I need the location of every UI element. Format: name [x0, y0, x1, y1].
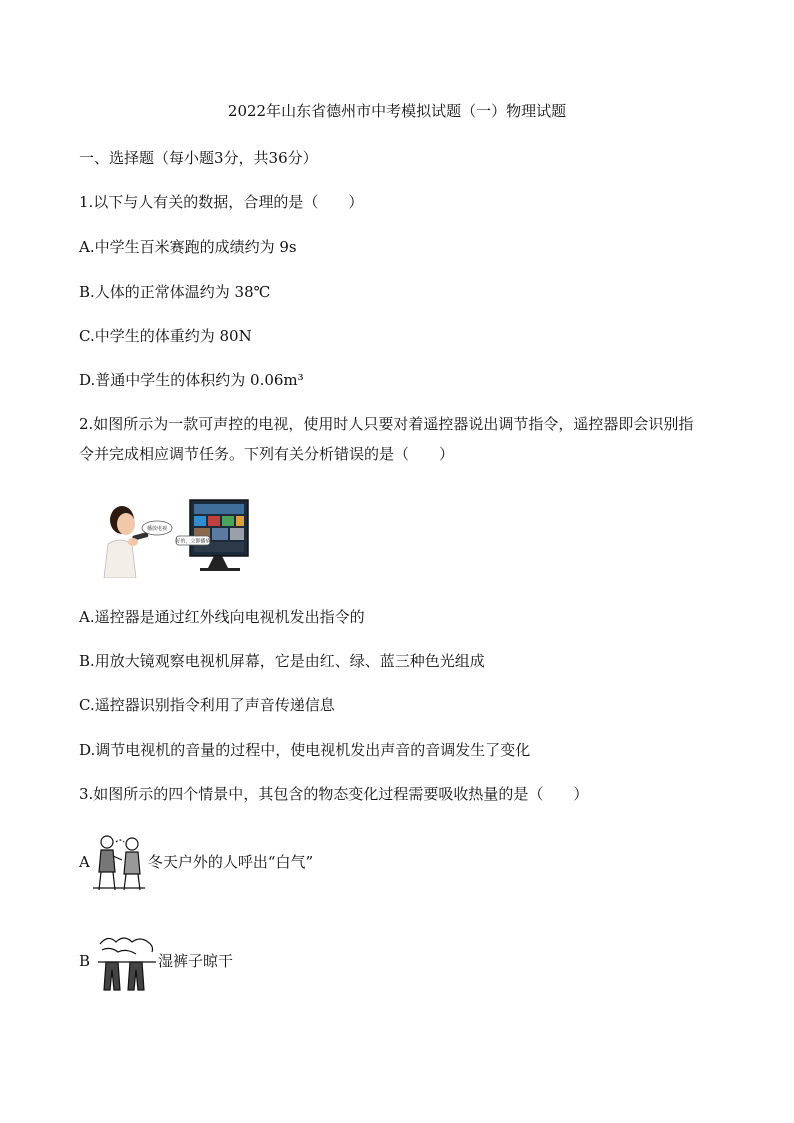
- question-3-stem: 3.如图所示的四个情景中，其包含的物态变化过程需要吸收热量的是（ ）: [79, 785, 589, 803]
- option-b-letter: B: [79, 952, 91, 970]
- question-1-option-a: A.中学生百米赛跑的成绩约为 9s: [79, 238, 297, 256]
- question-2-option-a: A.遥控器是通过红外线向电视机发出指令的: [79, 608, 365, 626]
- question-1-stem: 1.以下与人有关的数据，合理的是（ ）: [79, 193, 364, 211]
- people-breathing-figure: [90, 832, 148, 892]
- question-2-option-b: B.用放大镜观察电视机屏幕，它是由红、绿、蓝三种色光组成: [79, 652, 485, 670]
- question-1-option-d: D.普通中学生的体积约为 0.06m³: [79, 371, 304, 389]
- question-1-option-c: C.中学生的体重约为 80N: [79, 327, 252, 345]
- speech-bubble-1-text: 播放电视: [146, 526, 168, 532]
- question-3-option-a: [79, 832, 313, 892]
- section-heading: 一、选择题（每小题3分，共36分）: [79, 149, 318, 167]
- option-b-text: 湿裤子晾干: [158, 952, 234, 970]
- question-2-option-d: D.调节电视机的音量的过程中，使电视机发出声音的音调发生了变化: [79, 741, 531, 759]
- voice-tv-figure: [102, 498, 250, 578]
- woman-face: [117, 513, 135, 535]
- question-2-stem-line-2: 令并完成相应调节任务。下列有关分析错误的是（ ）: [79, 445, 455, 463]
- tv-stand: [208, 556, 228, 568]
- question-1-option-b: B.人体的正常体温约为 38℃: [79, 283, 271, 301]
- speech-bubble-2-text: 好的，立即播放: [175, 538, 211, 545]
- question-3-option-b: [79, 926, 233, 996]
- option-a-text: 冬天户外的人呼出“白气”: [147, 853, 314, 871]
- drying-pants-figure: [96, 930, 158, 996]
- exam-title: 2022年山东省德州市中考模拟试题（一）物理试题: [227, 102, 567, 120]
- question-2-stem-line-1: 2.如图所示为一款可声控的电视，使用时人只要对着遥控器说出调节指令，遥控器即会识别指: [79, 415, 694, 433]
- option-a-letter: A: [79, 853, 90, 871]
- question-2-option-c: C.遥控器识别指令利用了声音传递信息: [79, 696, 335, 714]
